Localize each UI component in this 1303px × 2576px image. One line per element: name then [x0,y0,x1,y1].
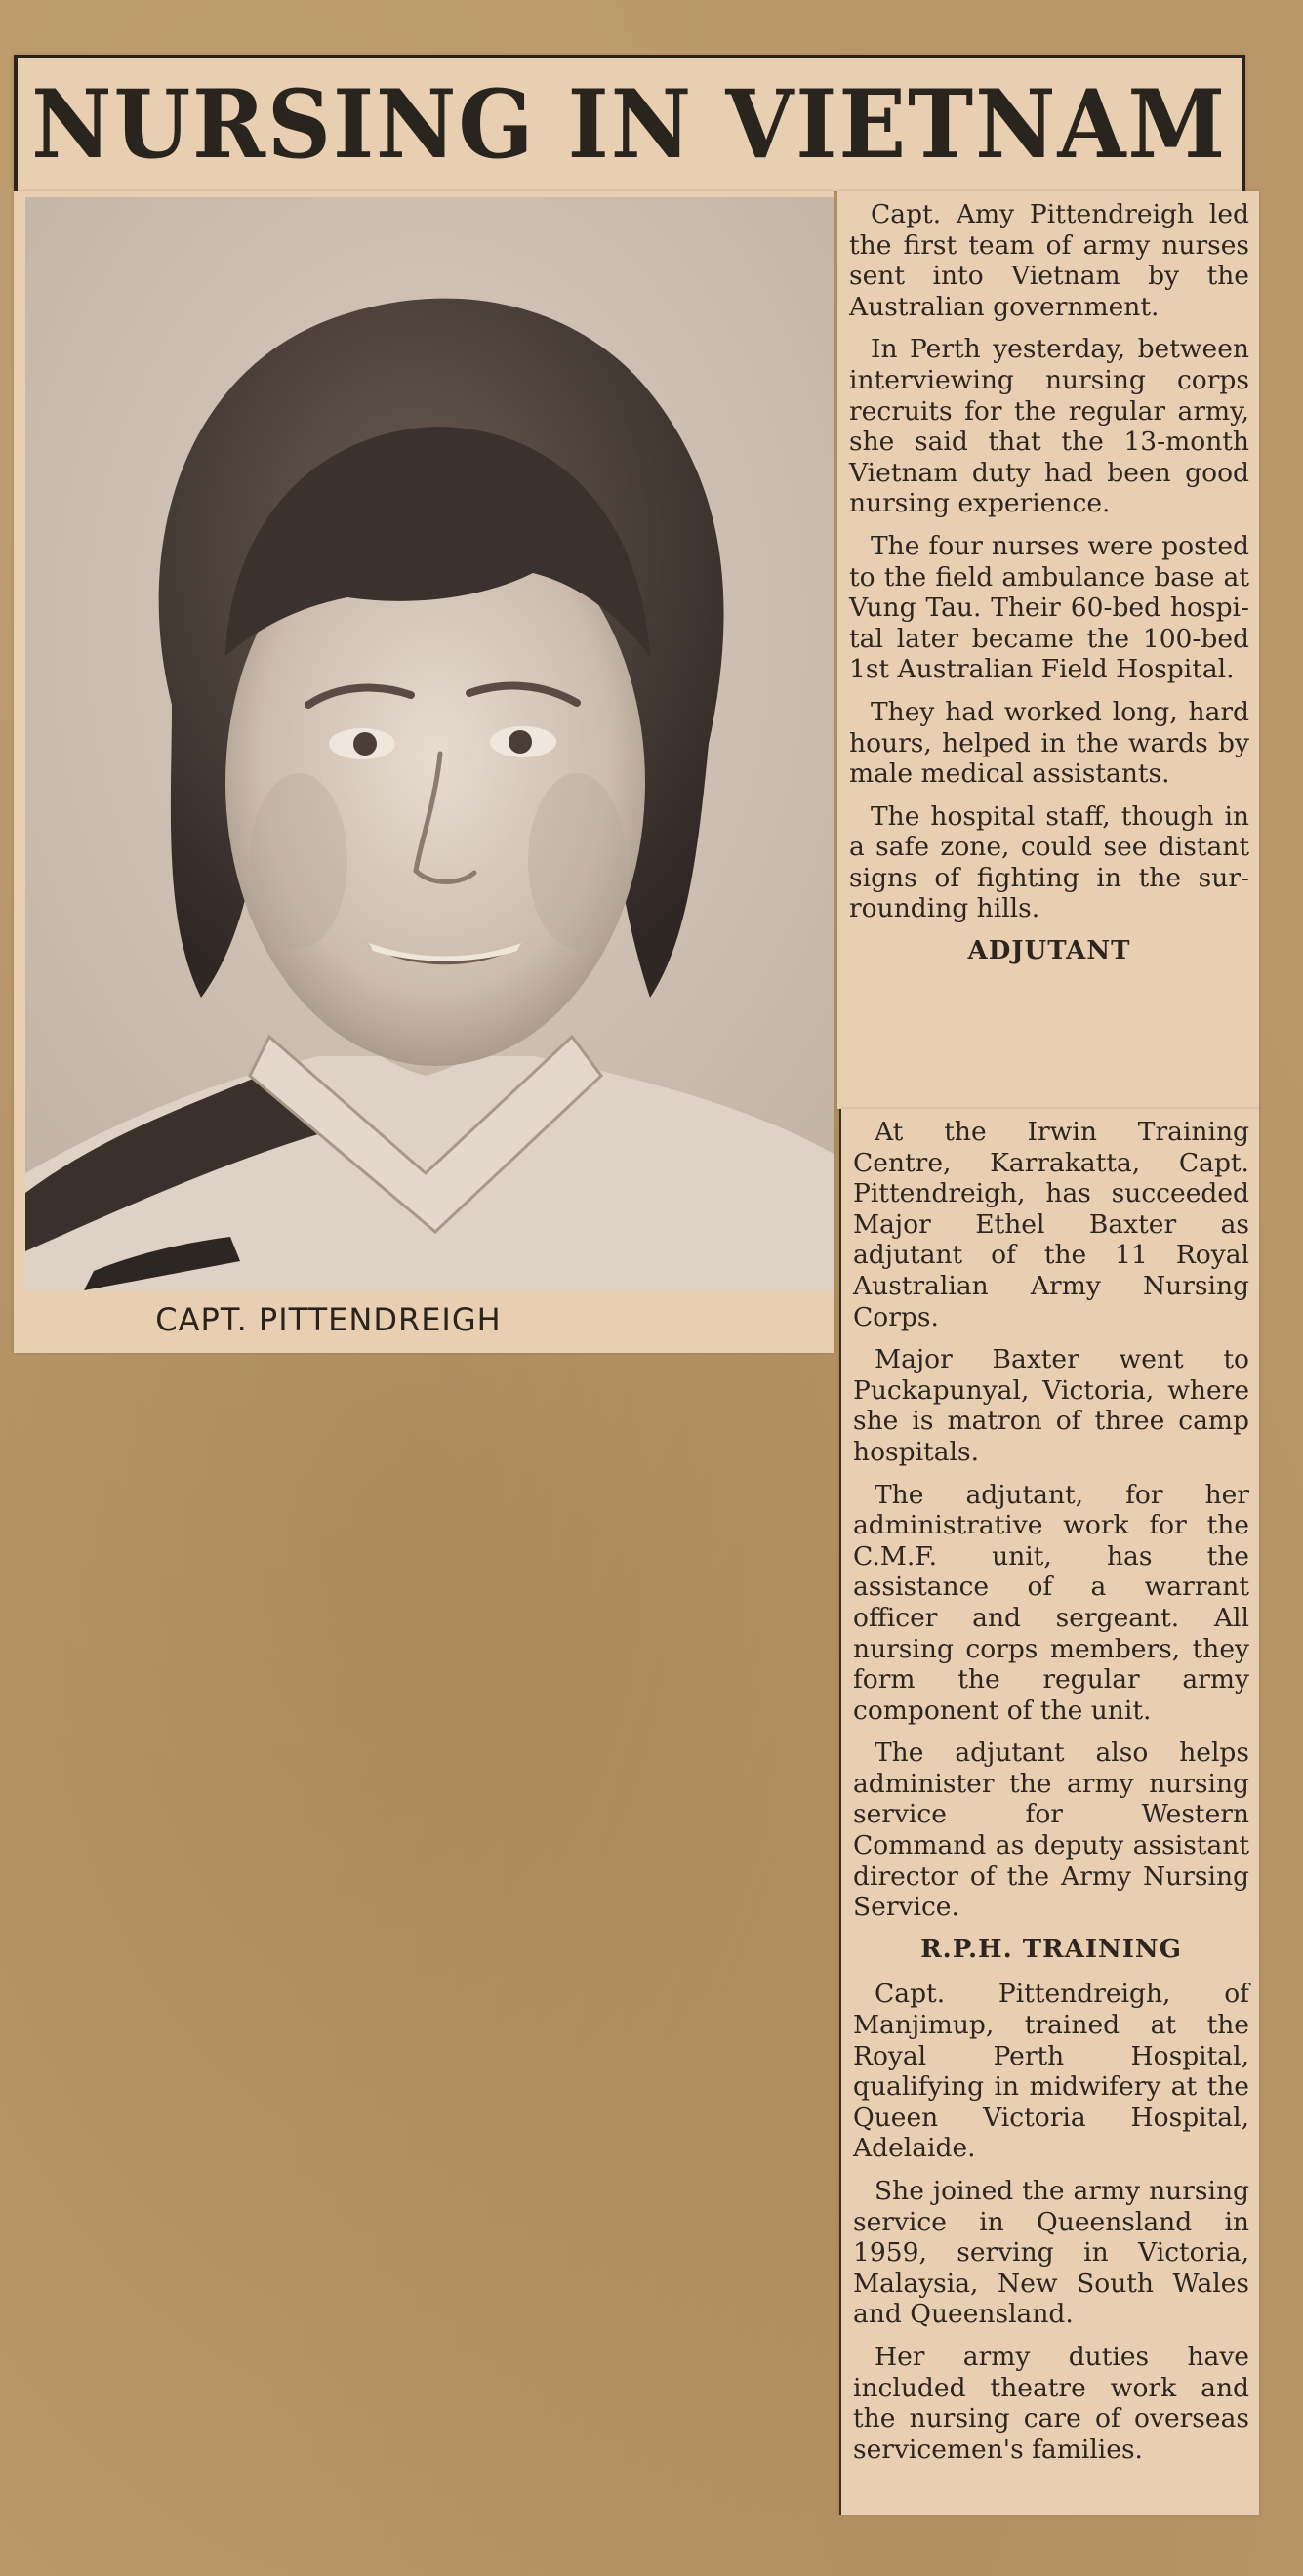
subhead-rph-training: R.P.H. TRAINING [920,1934,1182,1964]
paragraph: In Perth yesterday, between interviewing nursing corps recruits for the regular army, she said that the 13-month Vietnam duty had been good nursing experience. [849,334,1249,519]
article-column-2 [839,1109,1259,2515]
paragraph: Her army duties have included theatre work and the nursing care of overseas servicemen's families. [853,2341,1249,2465]
paragraph: Capt. Pittendreigh, of Manjimup, trained at the Royal Perth Hospital, qualifying in midwifery at the Queen Victoria Hospital, Adelaide. [853,1979,1249,2164]
paragraph: At the Irwin Training Centre, Karrakatta, Capt. Pittendreigh, has succeeded Major Ethel Baxter as adjutant of the 11 Royal Australian Army Nursing Corps. [853,1117,1249,1332]
paragraph: The hospital staff, though in a safe zone, could see distant signs of fighting in the surrounding hills. [849,800,1249,924]
portrait-photo [25,197,834,1290]
photo-caption: CAPT. PITTENDREIGH [155,1301,502,1338]
paragraph: Capt. Amy Pittendreigh led the first team of army nurses sent into Vietnam by the Australian government. [849,199,1249,322]
subhead-adjutant: ADJUTANT [967,936,1131,966]
headline-box [14,55,1245,191]
paragraph: They had worked long, hard hours, helped in the wards by male medical assistants. [849,696,1249,790]
photo-block [14,191,834,1353]
paragraph: She joined the army nursing service in Queensland in 1959, serving in Victoria, Malaysia, New South Wales and Queensland. [853,2176,1249,2330]
paragraph: The adjutant also helps administer the army nursing service for Western Command as deputy assistant director of the Army Nursing Service. [853,1738,1249,1923]
paragraph: The four nurses were posted to the field ambulance base at Vung Tau. Their 60-bed hospital later became the 100-bed 1st Australian Field Hospital. [849,530,1249,685]
headline: NURSING IN VIETNAM [31,69,1228,180]
paragraph: Major Baxter went to Puckapunyal, Victoria, where she is matron of three camp hospitals. [853,1344,1249,1467]
article-column-1 [837,191,1259,1109]
portrait-image [25,197,834,1290]
paragraph: The adjutant, for her administrative work for the C.M.F. unit, has the assistance of a warrant officer and sergeant. All nursing corps members, they form the regular army component of the unit. [853,1479,1249,1726]
